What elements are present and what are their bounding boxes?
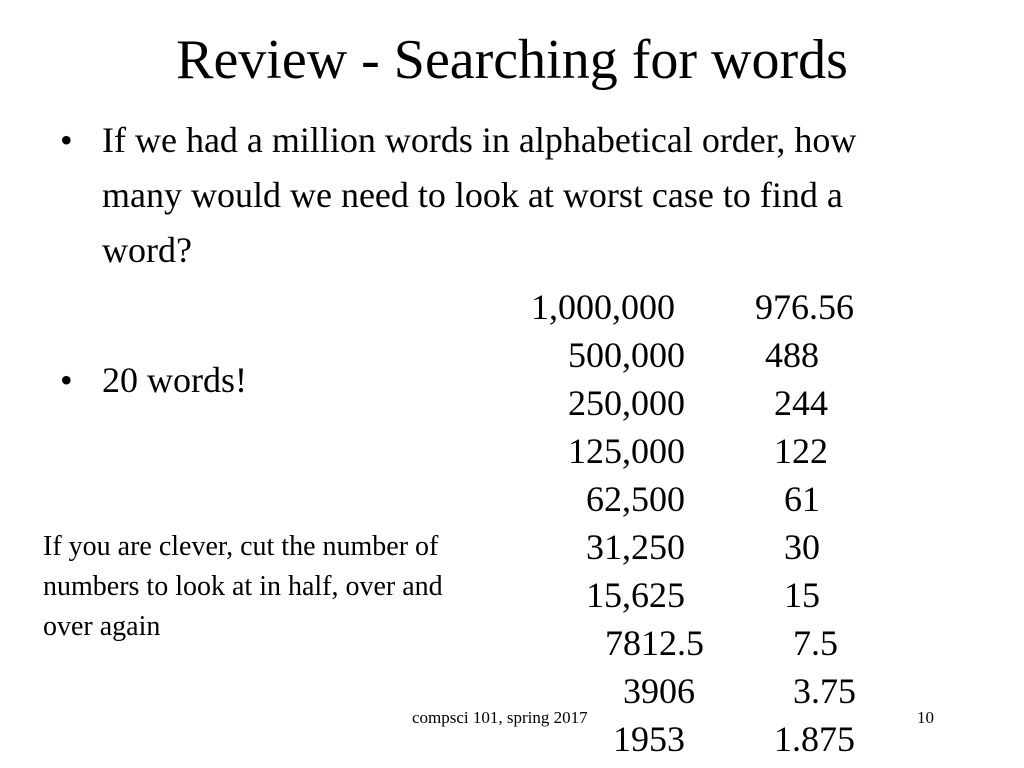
bullet-text: 20 words! bbox=[102, 360, 247, 400]
halving-right-value: 488 bbox=[765, 335, 819, 375]
halving-left-value: 500,000 bbox=[568, 335, 685, 375]
halving-left-value: 15,625 bbox=[586, 575, 685, 615]
halving-right-value: 3.75 bbox=[793, 671, 856, 711]
bullet-dot: • bbox=[60, 120, 73, 160]
halving-left-value: 1953 bbox=[613, 719, 685, 759]
footer-course: compsci 101, spring 2017 bbox=[412, 708, 588, 727]
halving-right-value: 15 bbox=[784, 575, 820, 615]
halving-right-value: 244 bbox=[774, 383, 828, 423]
halving-left-value: 62,500 bbox=[586, 479, 685, 519]
bullet-answer bbox=[60, 353, 502, 408]
halving-right-value: 1.875 bbox=[774, 719, 855, 759]
halving-right-value: 976.56 bbox=[755, 287, 854, 327]
halving-left-value: 125,000 bbox=[568, 431, 685, 471]
halving-left-value: 1,000,000 bbox=[531, 287, 675, 327]
bullet-text: If we had a million words in alphabetical order, how many would we need to look at worst case to find a word? bbox=[102, 120, 857, 270]
slide-title: Review - Searching for words bbox=[176, 29, 848, 91]
clever-note: If you are clever, cut the number of numbers to look at in half, over and over again bbox=[43, 531, 443, 642]
halving-right-value: 122 bbox=[774, 431, 828, 471]
halving-right-value: 7.5 bbox=[793, 623, 838, 663]
bullet-dot: • bbox=[60, 360, 73, 400]
halving-right-value: 30 bbox=[784, 527, 820, 567]
halving-left-value: 31,250 bbox=[586, 527, 685, 567]
footer-page-number: 10 bbox=[917, 708, 934, 727]
halving-right-value: 61 bbox=[784, 479, 820, 519]
halving-left-value: 250,000 bbox=[568, 383, 685, 423]
halving-left-value: 7812.5 bbox=[605, 623, 704, 663]
halving-left-value: 3906 bbox=[623, 671, 695, 711]
bullet-question bbox=[60, 113, 922, 278]
